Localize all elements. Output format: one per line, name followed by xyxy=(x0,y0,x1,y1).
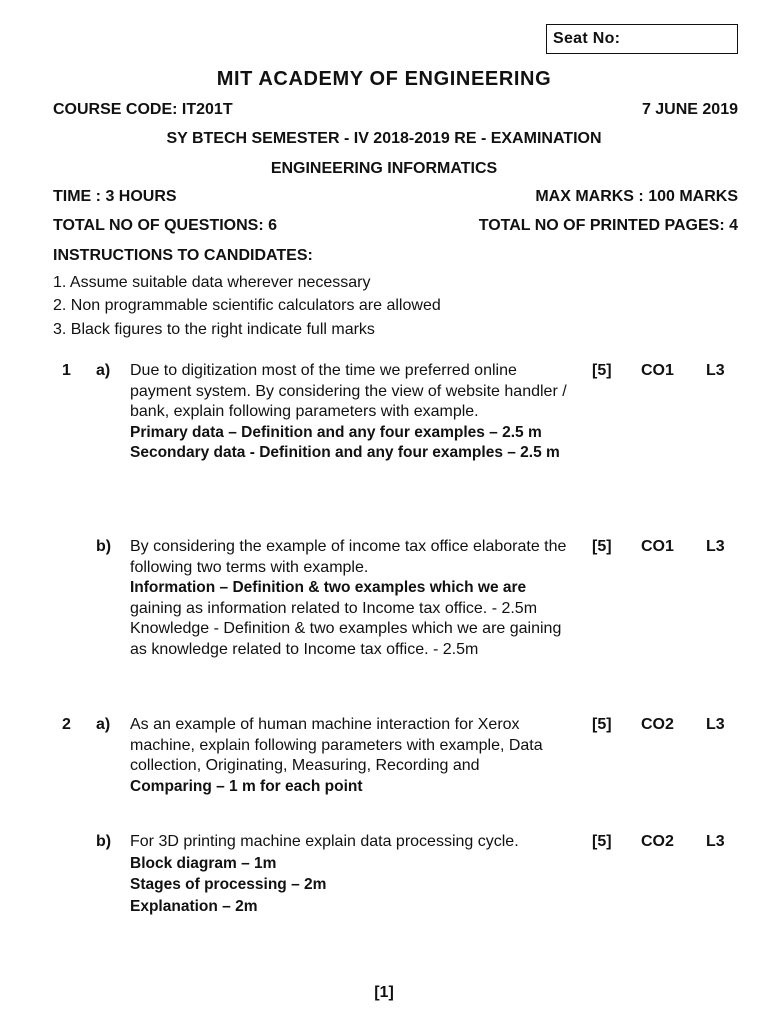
marking-scheme-line: Stages of processing – 2m xyxy=(130,876,327,893)
exam-date: 7 JUNE 2019 xyxy=(641,101,738,118)
exam-name: SY BTECH SEMESTER - IV 2018-2019 RE - EXAMINATION xyxy=(166,130,602,147)
marking-scheme-line: Explanation – 2m xyxy=(130,897,258,915)
marking-scheme-line: Secondary data - Definition and any four examples – 2.5 m xyxy=(130,444,560,461)
question-marks: [5] xyxy=(592,833,612,850)
subject-name: ENGINEERING INFORMATICS xyxy=(270,160,498,177)
question-prompt: By considering the example of income tax office elaborate the following two terms with example. xyxy=(130,538,567,576)
question-part-label: a) xyxy=(96,716,111,733)
question-part-label: b) xyxy=(96,833,112,850)
marking-scheme-line: Knowledge - Definition & two examples which we are gaining as knowledge related to Income tax office. - 2.5m xyxy=(130,620,562,658)
marking-scheme-line: gaining as information related to Income tax office. - 2.5m xyxy=(130,599,538,617)
seat-number-box xyxy=(546,24,738,54)
course-code: COURSE CODE: IT201T xyxy=(53,101,233,118)
total-pages: TOTAL NO OF PRINTED PAGES: 4 xyxy=(478,217,738,234)
seat-number-label: Seat No: xyxy=(553,30,621,47)
marking-scheme-line: Primary data – Definition and any four examples – 2.5 m xyxy=(130,423,542,441)
marking-scheme-line: Comparing – 1 m for each point xyxy=(130,777,363,795)
instruction-item: 1. Assume suitable data wherever necessary xyxy=(53,274,371,291)
institute-title: MIT ACADEMY OF ENGINEERING xyxy=(216,68,552,90)
bloom-level: L3 xyxy=(706,833,725,850)
bloom-level: L3 xyxy=(706,362,725,379)
question-number: 2 xyxy=(62,716,71,733)
instruction-item: 2. Non programmable scientific calculators are allowed xyxy=(53,297,441,314)
question-text xyxy=(130,361,578,464)
instructions-heading: INSTRUCTIONS TO CANDIDATES: xyxy=(53,247,313,264)
question-prompt: For 3D printing machine explain data processing cycle. xyxy=(130,833,519,850)
course-outcome: CO2 xyxy=(641,833,674,850)
question-marks: [5] xyxy=(592,538,612,555)
exam-time: TIME : 3 HOURS xyxy=(53,188,177,205)
question-prompt: As an example of human machine interaction for Xerox machine, explain following parameters with example, Data collection, Originating, Measuring, Recording and xyxy=(130,716,543,774)
question-text xyxy=(130,832,578,917)
question-marks: [5] xyxy=(592,362,612,379)
total-questions: TOTAL NO OF QUESTIONS: 6 xyxy=(53,217,278,234)
question-marks: [5] xyxy=(592,716,612,733)
bloom-level: L3 xyxy=(706,716,725,733)
course-outcome: CO1 xyxy=(641,362,674,379)
question-prompt: Due to digitization most of the time we preferred online payment system. By considering the view of website handler / bank, explain following parameters with example. xyxy=(130,362,567,420)
question-part-label: a) xyxy=(96,362,111,379)
question-part-label: b) xyxy=(96,538,112,555)
marking-scheme-line: Block diagram – 1m xyxy=(130,854,277,872)
course-outcome: CO2 xyxy=(641,716,674,733)
question-text xyxy=(130,715,578,797)
max-marks: MAX MARKS : 100 MARKS xyxy=(535,188,738,205)
question-text xyxy=(130,537,578,660)
page-number: [1] xyxy=(374,984,394,1001)
course-outcome: CO1 xyxy=(641,538,674,555)
bloom-level: L3 xyxy=(706,538,725,555)
marking-scheme-line: Information – Definition & two examples which we are xyxy=(130,579,527,596)
instruction-item: 3. Black figures to the right indicate full marks xyxy=(53,321,375,338)
question-number: 1 xyxy=(62,362,71,379)
